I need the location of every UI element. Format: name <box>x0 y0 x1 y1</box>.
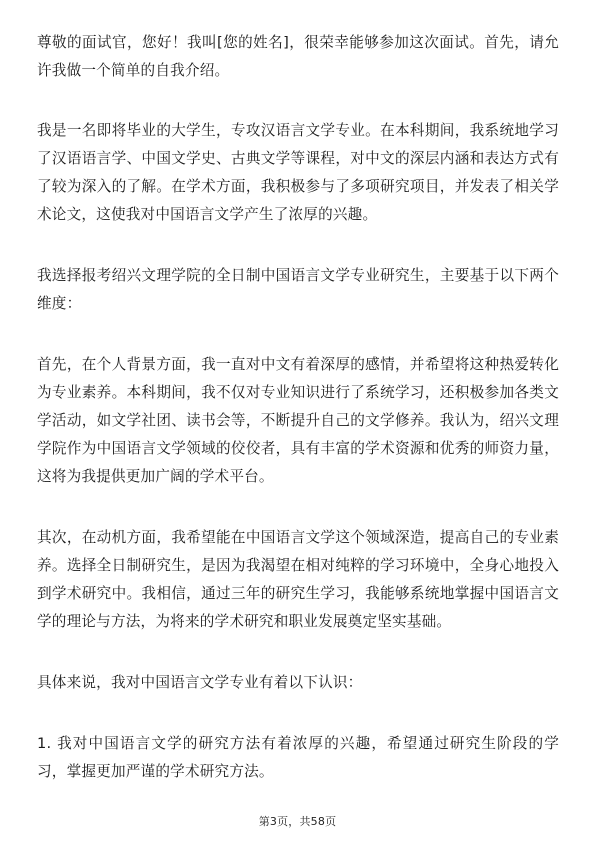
paragraph-greeting: 尊敬的面试官，您好！我叫[您的姓名]，很荣幸能够参加这次面试。首先，请允许我做一个简单的自我介绍。 <box>37 34 559 79</box>
paragraph-understanding-intro: 具体来说，我对中国语言文学专业有着以下认识： <box>37 674 363 691</box>
paragraph-first-reason: 首先，在个人背景方面，我一直对中文有着深厚的感情，并希望将这种热爱转化为专业素养。本科期间，我不仅对专业知识进行了系统学习，还积极参加各类文学活动，如文学社团、读书会等，不断提升自己的文学修养。我认为，绍兴文理学院作为中国语言文学领域的佼佼者，具有丰富的学术资源和优秀的师资力量，这将为我提供更加广阔的学术平台。 <box>37 356 559 485</box>
paragraph-point-1: 1. 我对中国语言文学的研究方法有着浓厚的兴趣，希望通过研究生阶段的学习，掌握更加严谨的学术研究方法。 <box>37 735 559 780</box>
document-body <box>37 29 559 786</box>
paragraph-second-reason: 其次，在动机方面，我希望能在中国语言文学这个领域深造，提高自己的专业素养。选择全日制研究生，是因为我渴望在相对纯粹的学习环境中，全身心地投入到学术研究中。我相信，通过三年的研究生学习，我能够系统地掌握中国语言文学的理论与方法，为将来的学术研究和职业发展奠定坚实基础。 <box>37 529 559 630</box>
page-number: 第3页，共58页 <box>258 815 337 828</box>
paragraph-choice: 我选择报考绍兴文理学院的全日制中国语言文学专业研究生，主要基于以下两个维度： <box>37 267 559 312</box>
paragraph-background: 我是一名即将毕业的大学生，专攻汉语言文学专业。在本科期间，我系统地学习了汉语语言学、中国文学史、古典文学等课程，对中文的深层内涵和表达方式有了较为深入的了解。在学术方面，我积极参与了多项研究项目，并发表了相关学术论文，这使我对中国语言文学产生了浓厚的兴趣。 <box>37 122 559 223</box>
